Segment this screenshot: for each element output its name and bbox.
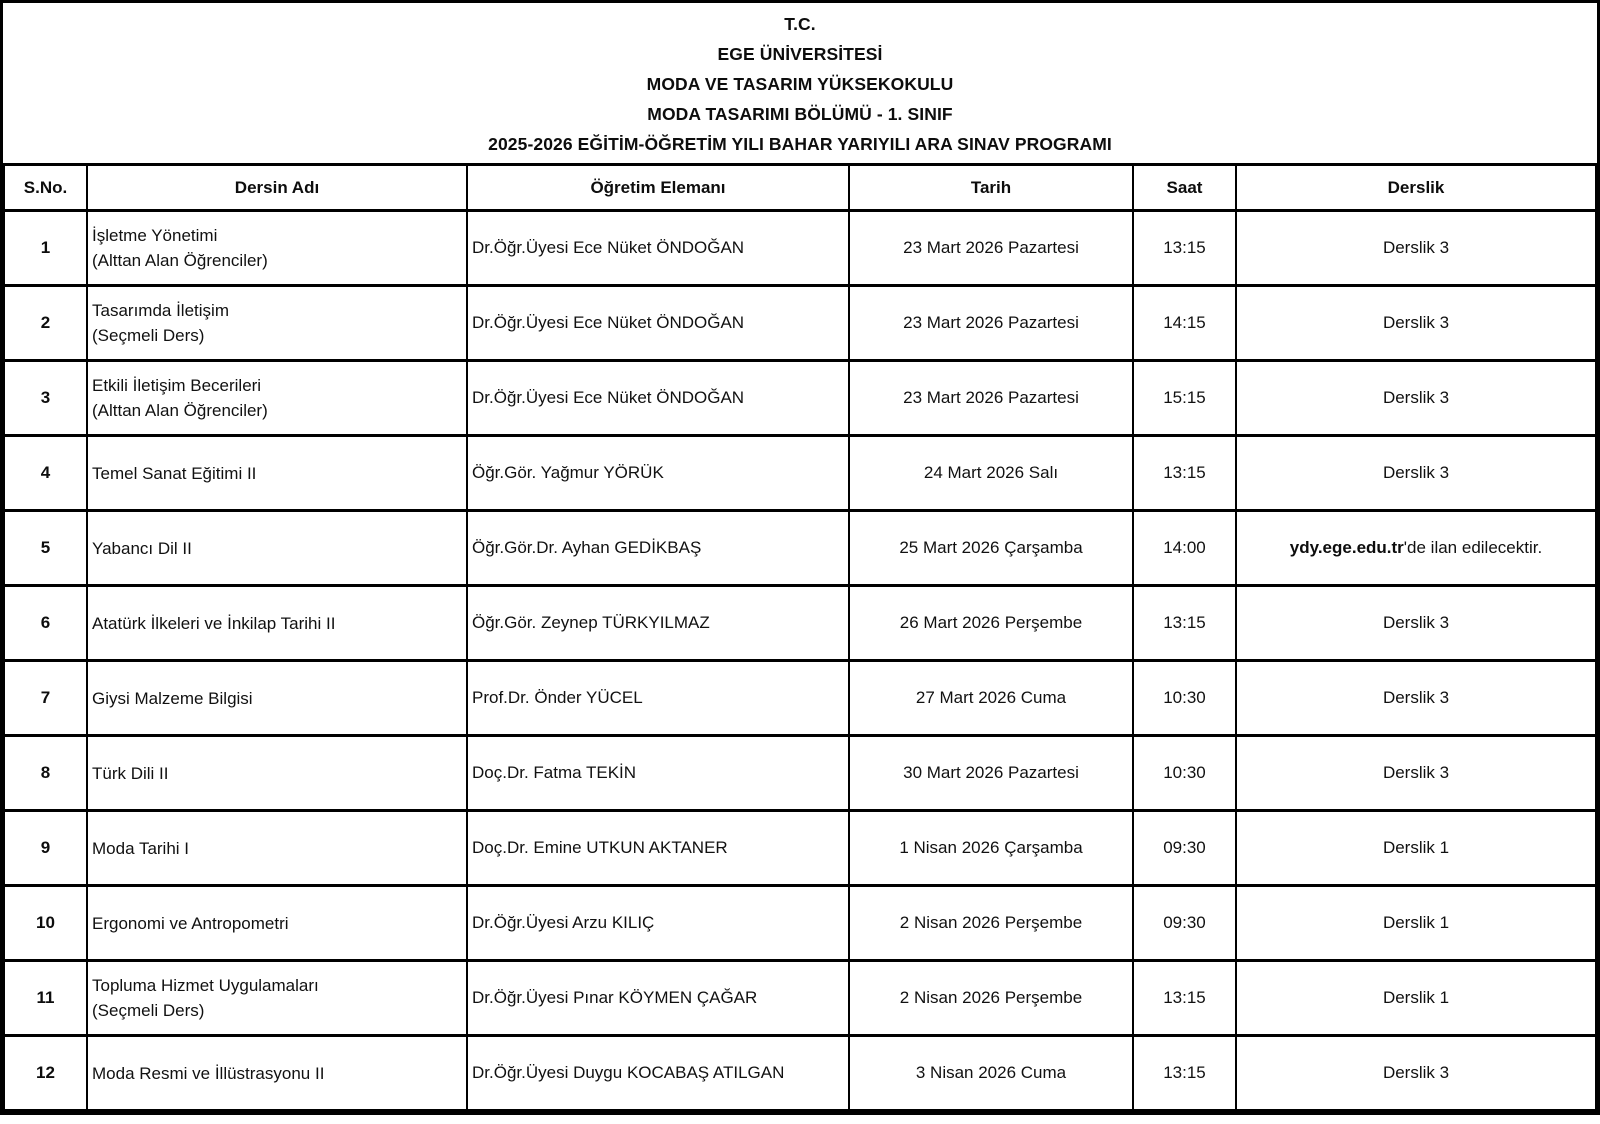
- table-row: [4, 661, 1596, 736]
- cell-room: [1236, 511, 1596, 586]
- cell-date: 26 Mart 2026 Perşembe: [849, 586, 1133, 661]
- cell-room: Derslik 1: [1236, 961, 1596, 1036]
- title-line-program: 2025-2026 EĞİTİM-ÖĞRETİM YILI BAHAR YARIYILI ARA SINAV PROGRAMI: [488, 134, 1112, 154]
- cell-instructor: Doç.Dr. Emine UTKUN AKTANER: [467, 811, 849, 886]
- table-row: [4, 1036, 1596, 1111]
- course-name-line: Moda Resmi ve İllüstrasyonu II: [92, 1063, 325, 1083]
- column-header-date: Tarih: [849, 165, 1133, 211]
- course-name-line: Tasarımda İletişim: [92, 301, 229, 320]
- cell-time: 14:00: [1133, 511, 1236, 586]
- cell-instructor: Dr.Öğr.Üyesi Ece Nüket ÖNDOĞAN: [467, 286, 849, 361]
- course-name-line: İşletme Yönetimi: [92, 226, 218, 245]
- cell-sno: 6: [4, 586, 87, 661]
- table-row: [4, 211, 1596, 286]
- course-name-line: Türk Dili II: [92, 763, 169, 783]
- cell-sno: 9: [4, 811, 87, 886]
- cell-date: 24 Mart 2026 Salı: [849, 436, 1133, 511]
- column-header-room: Derslik: [1236, 165, 1596, 211]
- cell-instructor: Öğr.Gör. Yağmur YÖRÜK: [467, 436, 849, 511]
- cell-date: 30 Mart 2026 Pazartesi: [849, 736, 1133, 811]
- cell-room: Derslik 3: [1236, 286, 1596, 361]
- cell-sno: 5: [4, 511, 87, 586]
- cell-instructor: Prof.Dr. Önder YÜCEL: [467, 661, 849, 736]
- cell-time: 10:30: [1133, 736, 1236, 811]
- cell-sno: 1: [4, 211, 87, 286]
- course-name-line: Moda Tarihi I: [92, 838, 190, 858]
- cell-room: Derslik 1: [1236, 886, 1596, 961]
- cell-time: 13:15: [1133, 1036, 1236, 1111]
- course-name-line: (Alttan Alan Öğrenciler): [92, 251, 268, 270]
- title-line-school: MODA VE TASARIM YÜKSEKOKULU: [646, 74, 954, 94]
- table-row: [4, 811, 1596, 886]
- cell-course: [87, 811, 467, 886]
- cell-sno: 8: [4, 736, 87, 811]
- cell-sno: 10: [4, 886, 87, 961]
- table-row: [4, 436, 1596, 511]
- cell-time: 09:30: [1133, 811, 1236, 886]
- cell-room: Derslik 3: [1236, 1036, 1596, 1111]
- table-body: [4, 211, 1596, 1111]
- cell-time: 13:15: [1133, 961, 1236, 1036]
- table-row: [4, 286, 1596, 361]
- cell-course: [87, 361, 467, 436]
- cell-course: [87, 961, 467, 1036]
- cell-instructor: Dr.Öğr.Üyesi Pınar KÖYMEN ÇAĞAR: [467, 961, 849, 1036]
- cell-course: [87, 586, 467, 661]
- cell-course: [87, 511, 467, 586]
- course-name-line: (Seçmeli Ders): [92, 326, 205, 345]
- cell-room: Derslik 1: [1236, 811, 1596, 886]
- course-name-line: Topluma Hizmet Uygulamaları: [92, 976, 319, 995]
- cell-instructor: Dr.Öğr.Üyesi Duygu KOCABAŞ ATILGAN: [467, 1036, 849, 1111]
- cell-time: 13:15: [1133, 211, 1236, 286]
- cell-instructor: Dr.Öğr.Üyesi Arzu KILIÇ: [467, 886, 849, 961]
- cell-course: [87, 736, 467, 811]
- column-header-time: Saat: [1133, 165, 1236, 211]
- cell-instructor: Dr.Öğr.Üyesi Ece Nüket ÖNDOĞAN: [467, 211, 849, 286]
- course-name-line: Atatürk İlkeleri ve İnkilap Tarihi II: [92, 613, 336, 633]
- room-announcement-site: ydy.ege.edu.tr: [1289, 538, 1404, 557]
- table-header-row: [4, 165, 1596, 211]
- cell-room: Derslik 3: [1236, 586, 1596, 661]
- title-line-department: MODA TASARIMI BÖLÜMÜ - 1. SINIF: [647, 104, 953, 124]
- cell-sno: 4: [4, 436, 87, 511]
- cell-time: 15:15: [1133, 361, 1236, 436]
- cell-sno: 11: [4, 961, 87, 1036]
- cell-date: 25 Mart 2026 Çarşamba: [849, 511, 1133, 586]
- cell-instructor: Öğr.Gör. Zeynep TÜRKYILMAZ: [467, 586, 849, 661]
- course-name-line: Temel Sanat Eğitimi II: [92, 463, 257, 483]
- cell-course: [87, 211, 467, 286]
- cell-room: Derslik 3: [1236, 361, 1596, 436]
- cell-course: [87, 1036, 467, 1111]
- cell-time: 14:15: [1133, 286, 1236, 361]
- course-name-line: Etkili İletişim Becerileri: [92, 376, 262, 395]
- cell-time: 09:30: [1133, 886, 1236, 961]
- course-name-line: (Seçmeli Ders): [92, 1001, 205, 1020]
- cell-time: 13:15: [1133, 436, 1236, 511]
- cell-sno: 12: [4, 1036, 87, 1111]
- title-line-university: EGE ÜNİVERSİTESİ: [717, 44, 883, 64]
- exam-schedule-table: [3, 163, 1597, 1112]
- course-name-line: Giysi Malzeme Bilgisi: [92, 688, 253, 708]
- room-announcement-text: 'de ilan edilecektir.: [1403, 538, 1543, 557]
- cell-date: 23 Mart 2026 Pazartesi: [849, 361, 1133, 436]
- column-header-instructor: Öğretim Elemanı: [467, 165, 849, 211]
- cell-instructor: Dr.Öğr.Üyesi Ece Nüket ÖNDOĞAN: [467, 361, 849, 436]
- cell-date: 23 Mart 2026 Pazartesi: [849, 211, 1133, 286]
- cell-time: 10:30: [1133, 661, 1236, 736]
- cell-room: Derslik 3: [1236, 661, 1596, 736]
- cell-sno: 3: [4, 361, 87, 436]
- cell-instructor: Doç.Dr. Fatma TEKİN: [467, 736, 849, 811]
- course-name-line: Ergonomi ve Antropometri: [92, 913, 289, 933]
- cell-course: [87, 661, 467, 736]
- cell-instructor: Öğr.Gör.Dr. Ayhan GEDİKBAŞ: [467, 511, 849, 586]
- course-name-line: (Alttan Alan Öğrenciler): [92, 401, 268, 420]
- cell-time: 13:15: [1133, 586, 1236, 661]
- cell-sno: 2: [4, 286, 87, 361]
- cell-date: 3 Nisan 2026 Cuma: [849, 1036, 1133, 1111]
- cell-room: Derslik 3: [1236, 736, 1596, 811]
- document-title-block: [3, 3, 1597, 163]
- table-row: [4, 586, 1596, 661]
- cell-room: Derslik 3: [1236, 436, 1596, 511]
- column-header-sno: S.No.: [4, 165, 87, 211]
- table-row: [4, 736, 1596, 811]
- cell-course: [87, 286, 467, 361]
- cell-course: [87, 886, 467, 961]
- cell-sno: 7: [4, 661, 87, 736]
- cell-date: 2 Nisan 2026 Perşembe: [849, 886, 1133, 961]
- table-row: [4, 886, 1596, 961]
- column-header-course: Dersin Adı: [87, 165, 467, 211]
- cell-date: 23 Mart 2026 Pazartesi: [849, 286, 1133, 361]
- table-row: [4, 511, 1596, 586]
- table-row: [4, 961, 1596, 1036]
- course-name-line: Yabancı Dil II: [92, 538, 192, 558]
- cell-date: 2 Nisan 2026 Perşembe: [849, 961, 1133, 1036]
- cell-course: [87, 436, 467, 511]
- cell-date: 27 Mart 2026 Cuma: [849, 661, 1133, 736]
- title-line-tc: T.C.: [784, 14, 816, 34]
- cell-room: Derslik 3: [1236, 211, 1596, 286]
- table-row: [4, 361, 1596, 436]
- cell-date: 1 Nisan 2026 Çarşamba: [849, 811, 1133, 886]
